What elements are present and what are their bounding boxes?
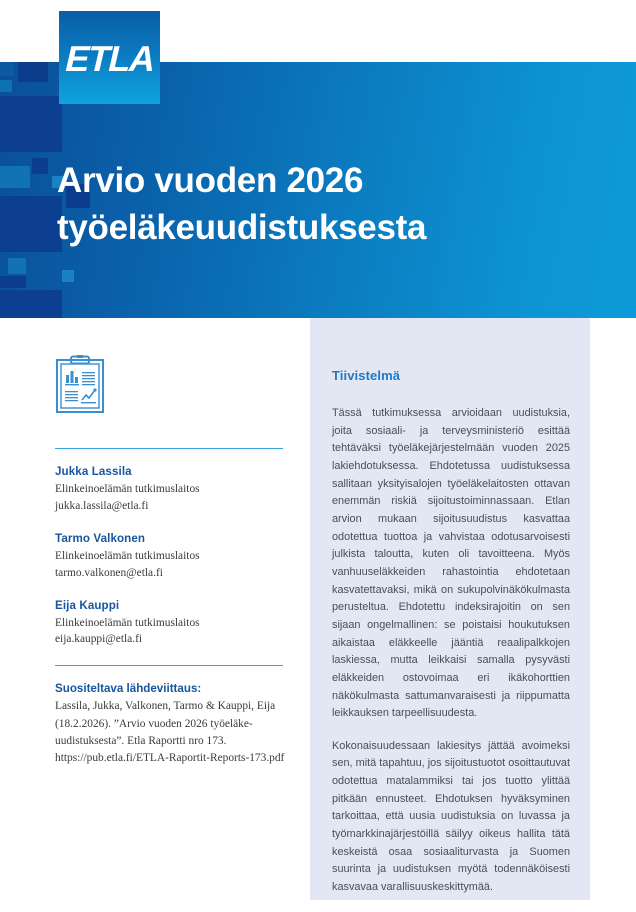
author-affiliation-3: Elinkeinoelämän tutkimuslaitos: [55, 616, 200, 629]
author-affiliation-2: Elinkeinoelämän tutkimuslaitos: [55, 549, 200, 562]
page-title: [57, 158, 527, 251]
author-email-1[interactable]: jukka.lassila@etla.fi: [55, 499, 149, 512]
abstract-content: [332, 368, 570, 912]
citation-block: [55, 682, 285, 767]
abstract-paragraph-1: Tässä tutkimuksessa arvioidaan uudistuksia, joita sosiaali- ja terveysministeriö esittää tehtäväksi työeläkejärjestelmään vuoden 2025 lakiehdotuksessa. Ehdotetussa uudistuksessa sallitaan yksityisalojen työeläkelaitosten ottavan enemmän riskiä sijoitustoiminnassaan. Etlan arvion mukaan sijoitusuudistus kasvattaa odotettua tuottoa ja vahvistaa odotusarvoisesti julkista taloutta, kuten oli tavoitteena. Myös vanhuuseläkkeiden rahastointia ehdotetaan kasvatettavaksi, mikä on sukupolvinäkökulmasta perusteltua. Ehdotettu indeksirajoitin on sen sijaan ongelmallinen: se poistaisi houkutuksen aikaistaa eläkkeelle jääntiä reaalipalkkojen laskiessa, mutta leikkaisi samalla pysyvästi eläkkeiden ostovoimaa eri ikäkohorttien näkökulmasta sattumanvaraisesti ja riippumatta leikkauksen tarpeellisuudesta.: [332, 407, 570, 720]
page-title-line-1: Arvio vuoden 2026: [57, 161, 364, 200]
abstract-paragraph-2: Kokonaisuudessaan lakiesitys jättää avoimeksi sen, mitä tapahtuu, jos sijoitustuotot osoittautuvat odotettua matalammiksi tai jos tuotto ylittää pitkään ennusteet. Ehdotuksen hyväksyminen tarkoittaa, että uusia uudistuksia on luvassa ja työmarkkinajärjestöillä säilyy oikeus hallita tätä keskeistä osaa sosiaaliturvasta ja Suomen suurinta ja uudistuksen myötä todennäköisesti kasvavaa varallisuuskeskittymää.: [332, 739, 570, 894]
author-column: [55, 355, 285, 768]
author-name-3: Eija Kauppi: [55, 598, 120, 612]
clipboard-chart-icon: [55, 355, 105, 415]
author-entry-3: [55, 599, 285, 649]
abstract-panel: [310, 318, 590, 900]
author-name-1: Jukka Lassila: [55, 465, 132, 478]
page-title-line-2: työeläkeuudistuksesta: [57, 207, 427, 247]
author-email-2[interactable]: tarmo.valkonen@etla.fi: [55, 566, 163, 579]
etla-logo[interactable]: [59, 11, 160, 104]
citation-text: Lassila, Jukka, Valkonen, Tarmo & Kauppi, Eija (18.2.2026). ”Arvio vuoden 2026 työeläke-uudistuksesta”. Etla Raportti nro 173. https://pub.etla.fi/ETLA-Raportit-Reports-173.pdf: [55, 700, 285, 765]
author-entry-2: [55, 532, 285, 582]
author-email-3[interactable]: eija.kauppi@etla.fi: [55, 633, 143, 646]
abstract-heading: Tiivistelmä: [332, 368, 401, 383]
citation-heading: Suositeltava lähdeviittaus:: [55, 682, 202, 696]
author-name-2: Tarmo Valkonen: [55, 531, 146, 545]
etla-logo-text: ETLA: [64, 38, 155, 79]
author-entry-1: [55, 465, 285, 515]
author-affiliation-1: Elinkeinoelämän tutkimuslaitos: [55, 483, 200, 495]
divider-bottom: [55, 665, 283, 666]
divider-top: [55, 448, 283, 449]
